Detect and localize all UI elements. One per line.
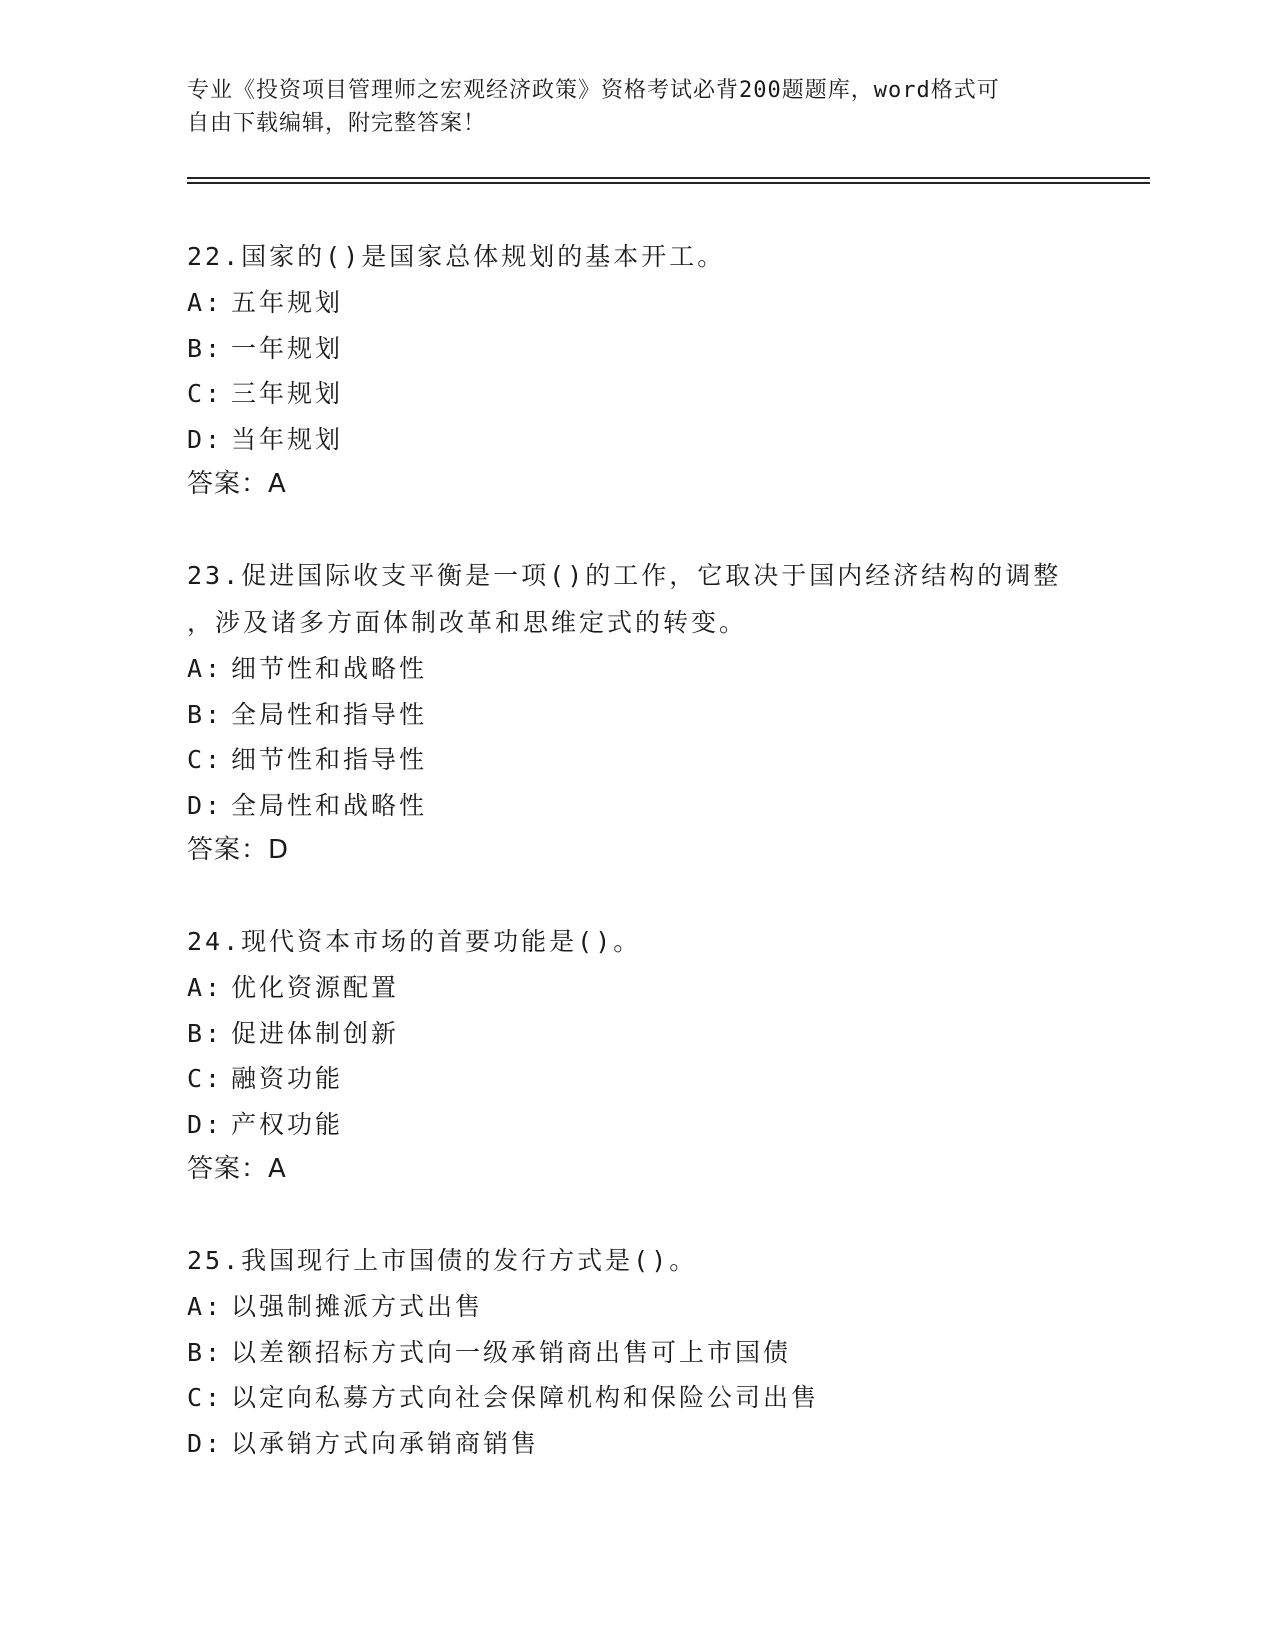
option-key: A: [187, 973, 224, 1002]
question-23 [187, 552, 1087, 873]
option-a [187, 1284, 1087, 1330]
question-text-line-1: 23.促进国际收支平衡是一项()的工作，它取决于国内经济结构的调整 [187, 561, 1062, 590]
option-b [187, 326, 1087, 372]
header-divider-bottom [187, 182, 1150, 184]
option-key: A: [187, 654, 224, 683]
question-25 [187, 1237, 1087, 1466]
document-header [187, 74, 1067, 140]
option-key: B: [187, 699, 224, 729]
option-text: 当年规划 [231, 424, 344, 454]
option-text: 三年规划 [231, 379, 344, 408]
answer-line: 答案：A [187, 1154, 287, 1184]
option-c [187, 371, 1087, 417]
option-a [187, 280, 1087, 326]
option-text: 以差额招标方式向一级承销商出售可上市国债 [231, 1337, 792, 1367]
option-text: 产权功能 [231, 1109, 344, 1139]
option-d [187, 783, 1087, 829]
option-text: 全局性和指导性 [231, 699, 428, 729]
question-text-line-2: ，涉及诸多方面体制改革和思维定式的转变。 [187, 608, 748, 637]
option-text: 以承销方式向承销商销售 [231, 1428, 540, 1458]
option-key: B: [187, 333, 224, 363]
option-d [187, 417, 1087, 463]
option-text: 细节性和战略性 [231, 654, 428, 683]
option-key: C: [187, 1064, 224, 1093]
option-key: D: [187, 1428, 224, 1458]
option-text: 融资功能 [231, 1064, 344, 1093]
answer-line: 答案：D [187, 835, 290, 865]
option-b [187, 1330, 1087, 1376]
option-text: 优化资源配置 [231, 973, 400, 1002]
option-key: A: [187, 1292, 224, 1321]
option-d [187, 1421, 1087, 1467]
option-c [187, 737, 1087, 783]
option-text: 一年规划 [231, 333, 344, 363]
option-key: B: [187, 1337, 224, 1367]
option-a [187, 965, 1087, 1011]
option-key: A: [187, 288, 224, 317]
option-b [187, 692, 1087, 738]
answer-line: 答案：A [187, 469, 287, 499]
option-b [187, 1011, 1087, 1057]
option-key: C: [187, 379, 224, 408]
option-key: C: [187, 1383, 224, 1412]
option-key: C: [187, 745, 224, 774]
header-divider-top [187, 177, 1150, 179]
option-text: 五年规划 [231, 288, 344, 317]
option-key: D: [187, 424, 224, 454]
option-key: B: [187, 1018, 224, 1048]
question-text: 24.现代资本市场的首要功能是()。 [187, 927, 642, 956]
header-line-1: 专业《投资项目管理师之宏观经济政策》资格考试必背200题题库，word格式可 [187, 78, 1000, 103]
option-text: 以强制摊派方式出售 [231, 1292, 484, 1321]
question-text: 22.国家的()是国家总体规划的基本开工。 [187, 242, 726, 271]
option-c [187, 1056, 1087, 1102]
option-text: 细节性和指导性 [231, 745, 428, 774]
option-c [187, 1375, 1087, 1421]
question-22 [187, 233, 1087, 507]
option-text: 以定向私募方式向社会保障机构和保险公司出售 [231, 1383, 820, 1412]
option-d [187, 1102, 1087, 1148]
header-line-2: 自由下载编辑，附完整答案！ [187, 111, 487, 136]
option-key: D: [187, 1109, 224, 1139]
option-a [187, 646, 1087, 692]
option-key: D: [187, 790, 224, 820]
option-text: 促进体制创新 [231, 1018, 400, 1048]
question-24 [187, 918, 1087, 1192]
question-text: 25.我国现行上市国债的发行方式是()。 [187, 1246, 698, 1275]
option-text: 全局性和战略性 [231, 790, 428, 820]
